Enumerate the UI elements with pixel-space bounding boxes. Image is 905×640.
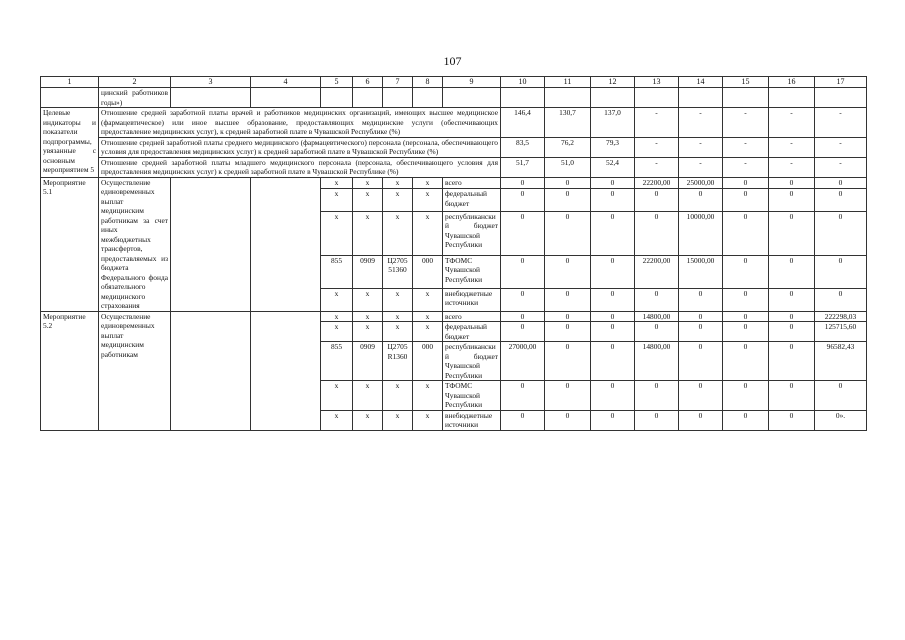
funding-source: федеральный бюджет xyxy=(443,322,501,342)
header-cell: 17 xyxy=(815,77,867,88)
indicator-text: Отношение средней заработной платы младшего медицинского персонала (персонала, обеспечивающего условия для предоставления медицинских услуг) к средней заработной плате в Чувашской Республике (%) xyxy=(99,157,501,177)
value-cell: 52,4 xyxy=(591,157,635,177)
code-cell: x xyxy=(413,288,443,311)
value-cell: 0 xyxy=(723,410,769,430)
code-cell: x xyxy=(413,311,443,322)
value-cell: 0 xyxy=(723,211,769,255)
code-cell: Ц2705 R1360 xyxy=(383,342,413,381)
code-cell: x xyxy=(353,311,383,322)
value-cell: 0 xyxy=(635,211,679,255)
indicator-text: Отношение средней заработной платы врачей и работников медицинских организаций, имеющих высшее медицинское (фармацевтическое) или иное высшее образование, предоставляющих медицинские услуги (обеспечивающих предоставление медицинских услуг), к средней заработной плате в Чувашской Республике (%) xyxy=(99,108,501,138)
code-cell: x xyxy=(321,311,353,322)
code-cell: x xyxy=(413,322,443,342)
funding-source: внебюджетные источники xyxy=(443,410,501,430)
code-cell: x xyxy=(413,211,443,255)
value-cell: 0 xyxy=(545,322,591,342)
funding-source: федеральный бюджет xyxy=(443,189,501,212)
code-cell: x xyxy=(383,311,413,322)
value-cell: 0 xyxy=(501,255,545,288)
value-cell: 0 xyxy=(679,311,723,322)
funding-source: всего xyxy=(443,177,501,189)
code-cell: x xyxy=(353,322,383,342)
code-cell: x xyxy=(413,189,443,212)
value-cell: 83,5 xyxy=(501,137,545,157)
value-cell: 0 xyxy=(501,410,545,430)
value-cell: 51,0 xyxy=(545,157,591,177)
code-cell: x xyxy=(321,211,353,255)
code-cell: 0909 xyxy=(353,255,383,288)
value-cell: 10000,00 xyxy=(679,211,723,255)
value-cell: 0 xyxy=(545,288,591,311)
funding-source: республиканский бюджет Чувашской Республики xyxy=(443,211,501,255)
code-cell: 0909 xyxy=(353,342,383,381)
value-cell: 137,0 xyxy=(591,108,635,138)
code-cell: x xyxy=(353,381,383,411)
value-cell: 0 xyxy=(815,288,867,311)
funding-source: ТФОМС Чувашской Республики xyxy=(443,381,501,411)
code-cell: x xyxy=(353,189,383,212)
code-cell: x xyxy=(321,410,353,430)
code-cell: x xyxy=(353,211,383,255)
value-cell: 27000,00 xyxy=(501,342,545,381)
value-cell: 125715,60 xyxy=(815,322,867,342)
header-cell: 13 xyxy=(635,77,679,88)
header-cell: 12 xyxy=(591,77,635,88)
code-cell: x xyxy=(413,177,443,189)
value-cell: 0 xyxy=(501,211,545,255)
value-cell: 0 xyxy=(769,322,815,342)
value-cell: 25000,00 xyxy=(679,177,723,189)
value-cell: 0 xyxy=(591,381,635,411)
code-cell: x xyxy=(383,381,413,411)
code-cell: x xyxy=(383,288,413,311)
value-cell: 0 xyxy=(501,322,545,342)
value-cell: - xyxy=(679,108,723,138)
value-cell: 0 xyxy=(635,189,679,212)
value-cell: 0 xyxy=(769,189,815,212)
value-cell: 0 xyxy=(815,211,867,255)
code-cell: x xyxy=(321,189,353,212)
continuation-text: цинский работников годы») xyxy=(99,88,171,108)
value-cell: 0 xyxy=(545,381,591,411)
code-cell: 855 xyxy=(321,342,353,381)
code-cell: x xyxy=(413,381,443,411)
empty-cell xyxy=(171,177,251,311)
measure-row xyxy=(41,311,867,322)
value-cell: 0 xyxy=(723,381,769,411)
value-cell: 0 xyxy=(769,381,815,411)
value-cell: - xyxy=(815,108,867,138)
value-cell: 0 xyxy=(679,410,723,430)
empty-cell xyxy=(171,311,251,430)
header-cell: 8 xyxy=(413,77,443,88)
header-cell: 2 xyxy=(99,77,171,88)
value-cell: - xyxy=(635,108,679,138)
value-cell: 0 xyxy=(815,177,867,189)
value-cell: 0 xyxy=(815,381,867,411)
empty-cell xyxy=(251,177,321,311)
code-cell: x xyxy=(321,322,353,342)
value-cell: 76,2 xyxy=(545,137,591,157)
value-cell: 0 xyxy=(501,311,545,322)
value-cell: 146,4 xyxy=(501,108,545,138)
value-cell: 51,7 xyxy=(501,157,545,177)
value-cell: - xyxy=(769,157,815,177)
value-cell: 0 xyxy=(679,342,723,381)
value-cell: 96582,43 xyxy=(815,342,867,381)
code-cell: x xyxy=(353,288,383,311)
value-cell: 0». xyxy=(815,410,867,430)
value-cell: 0 xyxy=(635,410,679,430)
header-cell: 4 xyxy=(251,77,321,88)
funding-source: республиканский бюджет Чувашской Республики xyxy=(443,342,501,381)
value-cell: - xyxy=(723,108,769,138)
measure-name: Мероприятие 5.2 xyxy=(41,311,99,430)
header-cell: 14 xyxy=(679,77,723,88)
value-cell: - xyxy=(679,137,723,157)
value-cell: 0 xyxy=(723,322,769,342)
value-cell: 22200,00 xyxy=(635,255,679,288)
measure-description: Осуществление единовременных выплат медицинским работникам за счет иных межбюджетных трансфертов, предоставляемых из бюджета Федерального фонда обязательного медицинского страхования xyxy=(99,177,171,311)
value-cell: 79,3 xyxy=(591,137,635,157)
indicator-text: Отношение средней заработной платы среднего медицинского (фармацевтического) персонала (персонала, обеспечивающего условия для предоставления медицинских услуг) к средней заработной плате в Чувашской Республике (%) xyxy=(99,137,501,157)
value-cell: 0 xyxy=(635,322,679,342)
value-cell: 0 xyxy=(591,177,635,189)
value-cell: 0 xyxy=(769,410,815,430)
code-cell: x xyxy=(353,177,383,189)
value-cell: 0 xyxy=(545,189,591,212)
header-cell: 9 xyxy=(443,77,501,88)
value-cell: - xyxy=(815,137,867,157)
value-cell: 0 xyxy=(545,342,591,381)
code-cell: 000 xyxy=(413,255,443,288)
value-cell: 0 xyxy=(679,322,723,342)
value-cell: 0 xyxy=(769,288,815,311)
value-cell: 0 xyxy=(815,255,867,288)
value-cell: 0 xyxy=(723,288,769,311)
measure-name: Мероприятие 5.1 xyxy=(41,177,99,311)
value-cell: 14800,00 xyxy=(635,311,679,322)
code-cell: x xyxy=(383,211,413,255)
header-cell: 3 xyxy=(171,77,251,88)
code-cell: x xyxy=(383,189,413,212)
value-cell: 0 xyxy=(591,189,635,212)
indicator-row xyxy=(41,137,867,157)
value-cell: - xyxy=(635,137,679,157)
value-cell: 0 xyxy=(591,255,635,288)
value-cell: 0 xyxy=(591,322,635,342)
value-cell: 0 xyxy=(591,211,635,255)
value-cell: 0 xyxy=(591,311,635,322)
value-cell: 0 xyxy=(723,189,769,212)
continuation-row xyxy=(41,88,867,108)
header-cell: 6 xyxy=(353,77,383,88)
indicators-label: Целевые индикаторы и показатели подпрограммы, увязанные с основным мероприятием 5 xyxy=(41,108,99,178)
value-cell: 0 xyxy=(769,211,815,255)
value-cell: 0 xyxy=(723,311,769,322)
header-row xyxy=(41,77,867,88)
funding-source: всего xyxy=(443,311,501,322)
code-cell: x xyxy=(413,410,443,430)
value-cell: 0 xyxy=(501,189,545,212)
code-cell: x xyxy=(321,381,353,411)
value-cell: 15000,00 xyxy=(679,255,723,288)
value-cell: 0 xyxy=(815,189,867,212)
value-cell: 22200,00 xyxy=(635,177,679,189)
header-cell: 11 xyxy=(545,77,591,88)
value-cell: 0 xyxy=(591,288,635,311)
code-cell: x xyxy=(383,177,413,189)
measure-description: Осуществление единовременных выплат медицинским работникам xyxy=(99,311,171,430)
value-cell: 14800,00 xyxy=(635,342,679,381)
value-cell: 0 xyxy=(545,255,591,288)
code-cell: x xyxy=(321,177,353,189)
value-cell: - xyxy=(723,137,769,157)
value-cell: - xyxy=(815,157,867,177)
value-cell: 0 xyxy=(723,342,769,381)
value-cell: - xyxy=(769,137,815,157)
value-cell: 0 xyxy=(545,311,591,322)
code-cell: x xyxy=(383,322,413,342)
indicator-row xyxy=(41,108,867,138)
header-cell: 15 xyxy=(723,77,769,88)
value-cell: 0 xyxy=(723,255,769,288)
value-cell: 0 xyxy=(501,381,545,411)
page-number: 107 xyxy=(443,54,462,68)
empty-cell xyxy=(251,311,321,430)
value-cell: 130,7 xyxy=(545,108,591,138)
value-cell: 0 xyxy=(545,410,591,430)
header-cell: 10 xyxy=(501,77,545,88)
value-cell: 0 xyxy=(769,311,815,322)
value-cell: - xyxy=(635,157,679,177)
code-cell: x xyxy=(383,410,413,430)
value-cell: 222298,03 xyxy=(815,311,867,322)
code-cell: Ц2705 51360 xyxy=(383,255,413,288)
value-cell: 0 xyxy=(679,189,723,212)
measure-row xyxy=(41,177,867,189)
value-cell: - xyxy=(679,157,723,177)
value-cell: 0 xyxy=(501,177,545,189)
value-cell: 0 xyxy=(545,177,591,189)
budget-table xyxy=(40,76,867,431)
code-cell: x xyxy=(353,410,383,430)
value-cell: - xyxy=(723,157,769,177)
header-cell: 7 xyxy=(383,77,413,88)
value-cell: 0 xyxy=(679,381,723,411)
value-cell: 0 xyxy=(769,255,815,288)
value-cell: - xyxy=(769,108,815,138)
code-cell: 000 xyxy=(413,342,443,381)
header-cell: 1 xyxy=(41,77,99,88)
code-cell: x xyxy=(321,288,353,311)
header-cell: 16 xyxy=(769,77,815,88)
value-cell: 0 xyxy=(545,211,591,255)
indicator-row xyxy=(41,157,867,177)
value-cell: 0 xyxy=(635,381,679,411)
value-cell: 0 xyxy=(723,177,769,189)
value-cell: 0 xyxy=(635,288,679,311)
funding-source: внебюджетные источники xyxy=(443,288,501,311)
value-cell: 0 xyxy=(769,177,815,189)
value-cell: 0 xyxy=(769,342,815,381)
code-cell: 855 xyxy=(321,255,353,288)
funding-source: ТФОМС Чувашской Республики xyxy=(443,255,501,288)
value-cell: 0 xyxy=(591,342,635,381)
header-cell: 5 xyxy=(321,77,353,88)
value-cell: 0 xyxy=(591,410,635,430)
value-cell: 0 xyxy=(501,288,545,311)
value-cell: 0 xyxy=(679,288,723,311)
